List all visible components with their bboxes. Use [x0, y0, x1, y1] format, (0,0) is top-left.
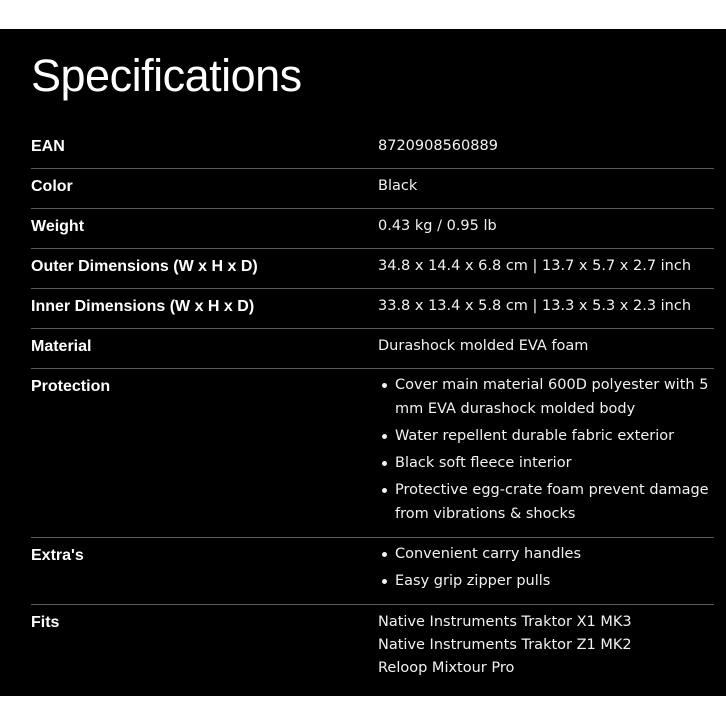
spec-label: Color [31, 178, 73, 195]
spec-value: 8720908560889 [378, 138, 498, 154]
spec-row-fits [0, 605, 726, 689]
fits-line: Native Instruments Traktor X1 MK3 [378, 614, 632, 630]
spec-row-weight [0, 209, 726, 249]
spec-label: Inner Dimensions (W x H x D) [31, 298, 255, 315]
page-title: Specifications [31, 50, 302, 101]
fits-line: Reloop Mixtour Pro [378, 660, 515, 676]
spec-value: 34.8 x 14.4 x 6.8 cm | 13.7 x 5.7 x 2.7 inch [378, 258, 692, 274]
list-item: Easy grip zipper pulls [378, 569, 718, 593]
spec-value: Black [378, 178, 418, 194]
spec-label: Fits [31, 614, 60, 631]
list-item: Black soft fleece interior [378, 451, 718, 475]
specifications-table [0, 129, 726, 689]
spec-value-list [378, 542, 718, 596]
spec-row-material [0, 329, 726, 369]
spec-row-ean [0, 129, 726, 169]
list-item: Protective egg-crate foam prevent damage from vibrations & shocks [378, 478, 718, 526]
fits-line: Native Instruments Traktor Z1 MK2 [378, 637, 632, 653]
spec-label: Extra's [31, 547, 84, 564]
spec-label: Material [31, 338, 92, 355]
spec-row-outer-dimensions [0, 249, 726, 289]
spec-value: 33.8 x 13.4 x 5.8 cm | 13.3 x 5.3 x 2.3 inch [378, 298, 692, 314]
spec-label: Protection [31, 378, 111, 395]
spec-value-lines [378, 609, 718, 680]
spec-row-protection [0, 369, 726, 538]
spec-value-list [378, 373, 718, 529]
spec-value: 0.43 kg / 0.95 lb [378, 218, 497, 234]
spec-row-extras [0, 538, 726, 605]
spec-row-color [0, 169, 726, 209]
spec-label: EAN [31, 138, 65, 155]
list-item: Cover main material 600D polyester with 5 mm EVA durashock molded body [378, 373, 718, 421]
spec-label: Weight [31, 218, 85, 235]
specifications-panel [0, 29, 726, 696]
spec-row-inner-dimensions [0, 289, 726, 329]
list-item: Convenient carry handles [378, 542, 718, 566]
spec-value: Durashock molded EVA foam [378, 338, 589, 354]
spec-label: Outer Dimensions (W x H x D) [31, 258, 258, 275]
list-item: Water repellent durable fabric exterior [378, 424, 718, 448]
